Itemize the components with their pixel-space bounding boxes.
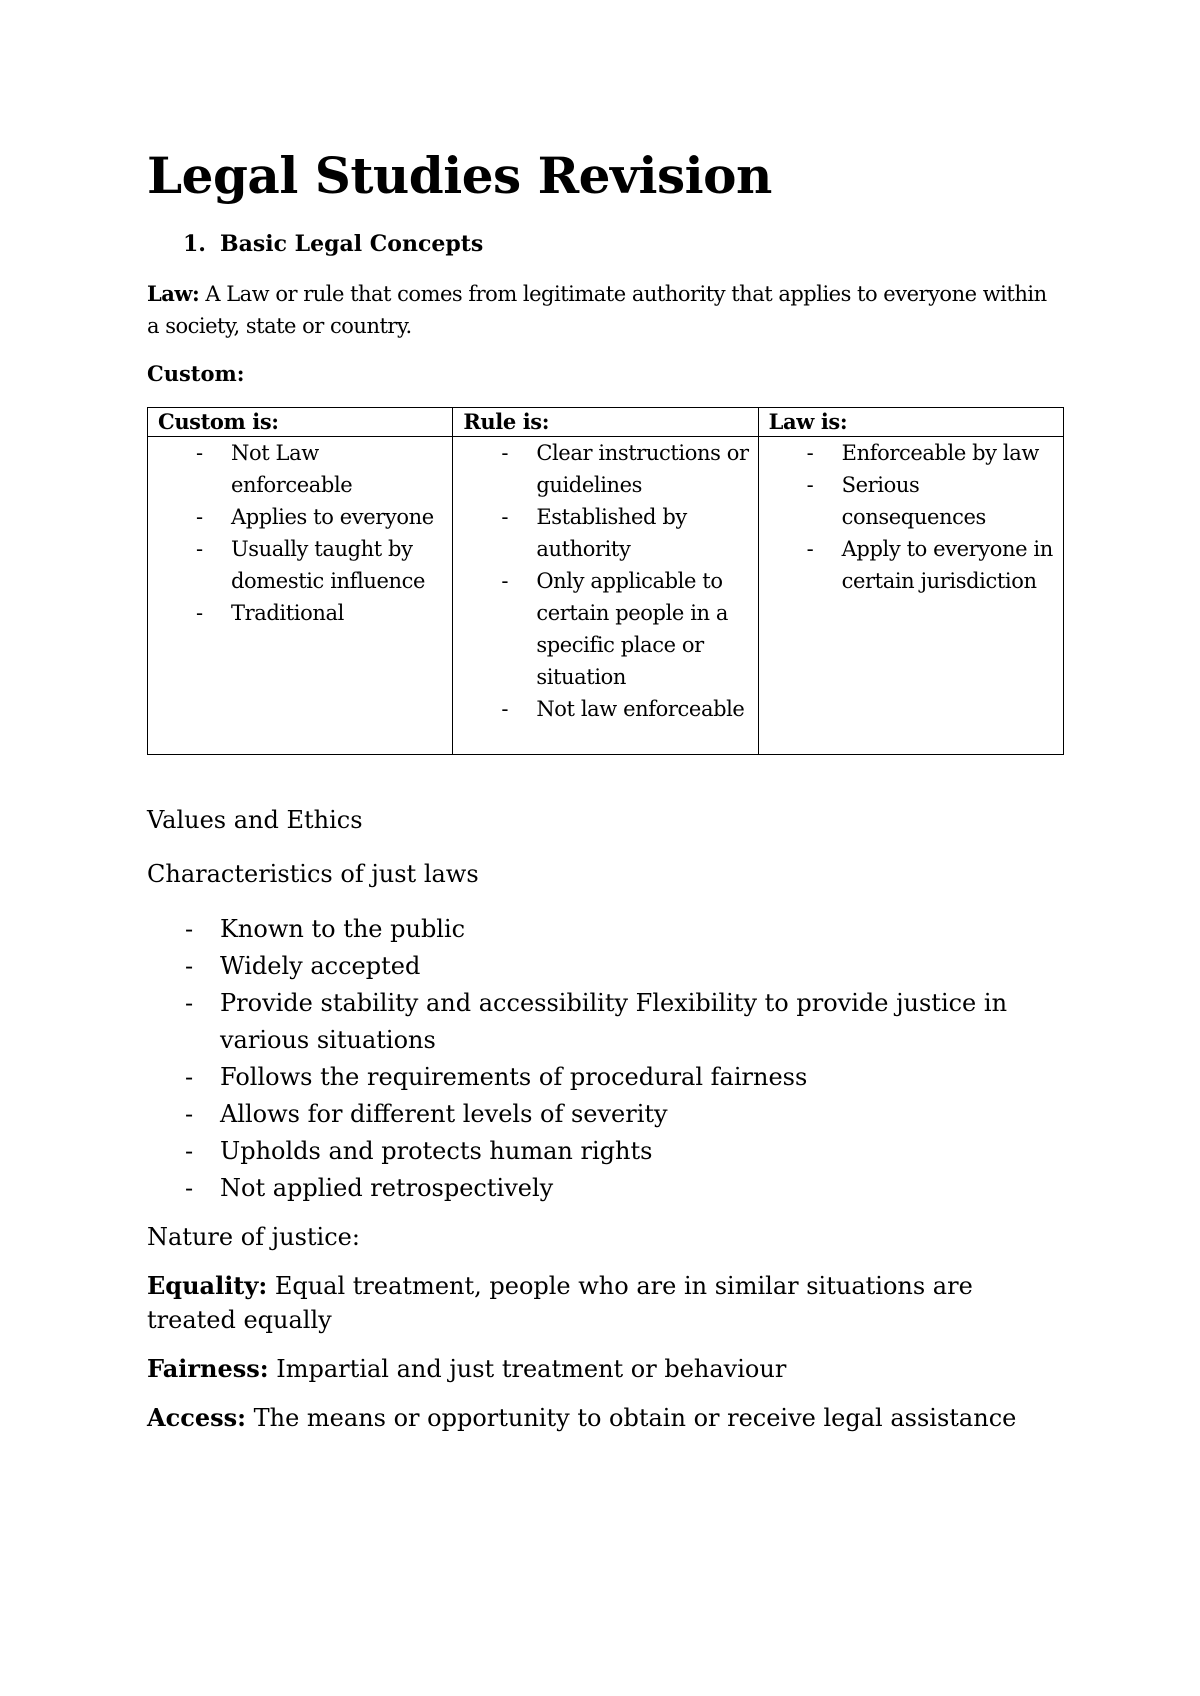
section-heading (183, 229, 483, 259)
list-item-text: Usually taught by domestic influence (231, 537, 425, 593)
table-header-rule: Rule is: (453, 408, 758, 437)
justice-heading: Nature of justice: (147, 1223, 360, 1251)
list-item-text: Applies to everyone (231, 505, 434, 529)
list-item (147, 1096, 1047, 1133)
list-item-text: Only applicable to certain people in a specific place or situation (536, 569, 729, 689)
dash-bullet: - (806, 537, 814, 561)
list-item (147, 1133, 1047, 1170)
rule-list (453, 437, 757, 725)
dash-bullet: - (196, 505, 203, 529)
equality-term: Equality: (147, 1271, 268, 1300)
table-header-row (148, 408, 1064, 437)
equality-definition (147, 1269, 1047, 1337)
page-title: Legal Studies Revision (147, 146, 772, 205)
dash-bullet: - (185, 1174, 194, 1202)
section-number: 1. (183, 231, 206, 257)
list-item (147, 1170, 1047, 1207)
dash-bullet: - (185, 1063, 194, 1091)
fairness-term: Fairness: (147, 1354, 269, 1383)
custom-label: Custom: (147, 361, 245, 386)
law-definition (147, 278, 1047, 342)
list-item-text: Apply to everyone in certain jurisdiction (841, 537, 1053, 593)
list-item (453, 693, 749, 725)
list-item-text: Traditional (231, 601, 344, 625)
dash-bullet: - (501, 505, 509, 529)
table-cell-law (758, 437, 1063, 755)
dash-bullet: - (185, 989, 194, 1017)
just-laws-heading: Characteristics of just laws (147, 860, 479, 888)
list-item (147, 911, 1047, 948)
dash-bullet: - (185, 1137, 194, 1165)
table-cell-custom (148, 437, 453, 755)
dash-bullet: - (196, 537, 203, 561)
table-header-law: Law is: (758, 408, 1063, 437)
table-header-custom: Custom is: (148, 408, 453, 437)
list-item (148, 437, 444, 501)
fairness-text: Impartial and just treatment or behaviour (268, 1355, 787, 1383)
dash-bullet: - (185, 1100, 194, 1128)
list-item-text: Clear instructions or guidelines (536, 441, 749, 497)
table-row (148, 437, 1064, 755)
list-item (759, 437, 1055, 469)
list-item-text: Upholds and protects human rights (220, 1137, 653, 1165)
fairness-definition (147, 1352, 1047, 1386)
list-item-text: Provide stability and accessibility Flexibility to provide justice in various situations (220, 989, 1008, 1054)
table-cell-rule (453, 437, 758, 755)
dash-bullet: - (806, 473, 814, 497)
list-item (453, 437, 749, 501)
dash-bullet: - (501, 441, 509, 465)
list-item-text: Known to the public (220, 915, 466, 943)
dash-bullet: - (185, 952, 194, 980)
list-item (148, 533, 444, 597)
list-item-text: Follows the requirements of procedural fairness (220, 1063, 808, 1091)
dash-bullet: - (196, 601, 203, 625)
access-definition (147, 1401, 1047, 1435)
comparison-table (147, 407, 1064, 755)
dash-bullet: - (501, 697, 509, 721)
list-item-text: Widely accepted (220, 952, 421, 980)
just-laws-list (147, 911, 1047, 1207)
list-item-text: Enforceable by law (841, 441, 1039, 465)
custom-list (148, 437, 452, 629)
law-definition-text: A Law or rule that comes from legitimate authority that applies to everyone within a society, state or country. (147, 282, 1047, 338)
law-list (759, 437, 1063, 597)
dash-bullet: - (806, 441, 814, 465)
law-term: Law: (147, 281, 200, 306)
values-heading: Values and Ethics (147, 806, 363, 834)
list-item-text: Not applied retrospectively (220, 1174, 554, 1202)
list-item-text: Allows for different levels of severity (220, 1100, 668, 1128)
dash-bullet: - (501, 569, 509, 593)
section-heading-text: Basic Legal Concepts (220, 231, 484, 257)
list-item (759, 469, 1055, 533)
list-item (453, 501, 749, 565)
list-item (148, 501, 444, 533)
list-item (147, 1059, 1047, 1096)
access-term: Access: (147, 1403, 246, 1432)
list-item-text: Established by authority (536, 505, 687, 561)
list-item-text: Not Law enforceable (231, 441, 353, 497)
list-item-text: Serious consequences (841, 473, 986, 529)
list-item (759, 533, 1055, 597)
list-item (453, 565, 749, 693)
access-text: The means or opportunity to obtain or receive legal assistance (246, 1404, 1017, 1432)
dash-bullet: - (196, 441, 203, 465)
list-item (147, 948, 1047, 985)
list-item-text: Not law enforceable (536, 697, 745, 721)
equality-text: Equal treatment, people who are in similar situations are treated equally (147, 1272, 973, 1334)
list-item (147, 985, 1047, 1059)
dash-bullet: - (185, 915, 194, 943)
list-item (148, 597, 444, 629)
